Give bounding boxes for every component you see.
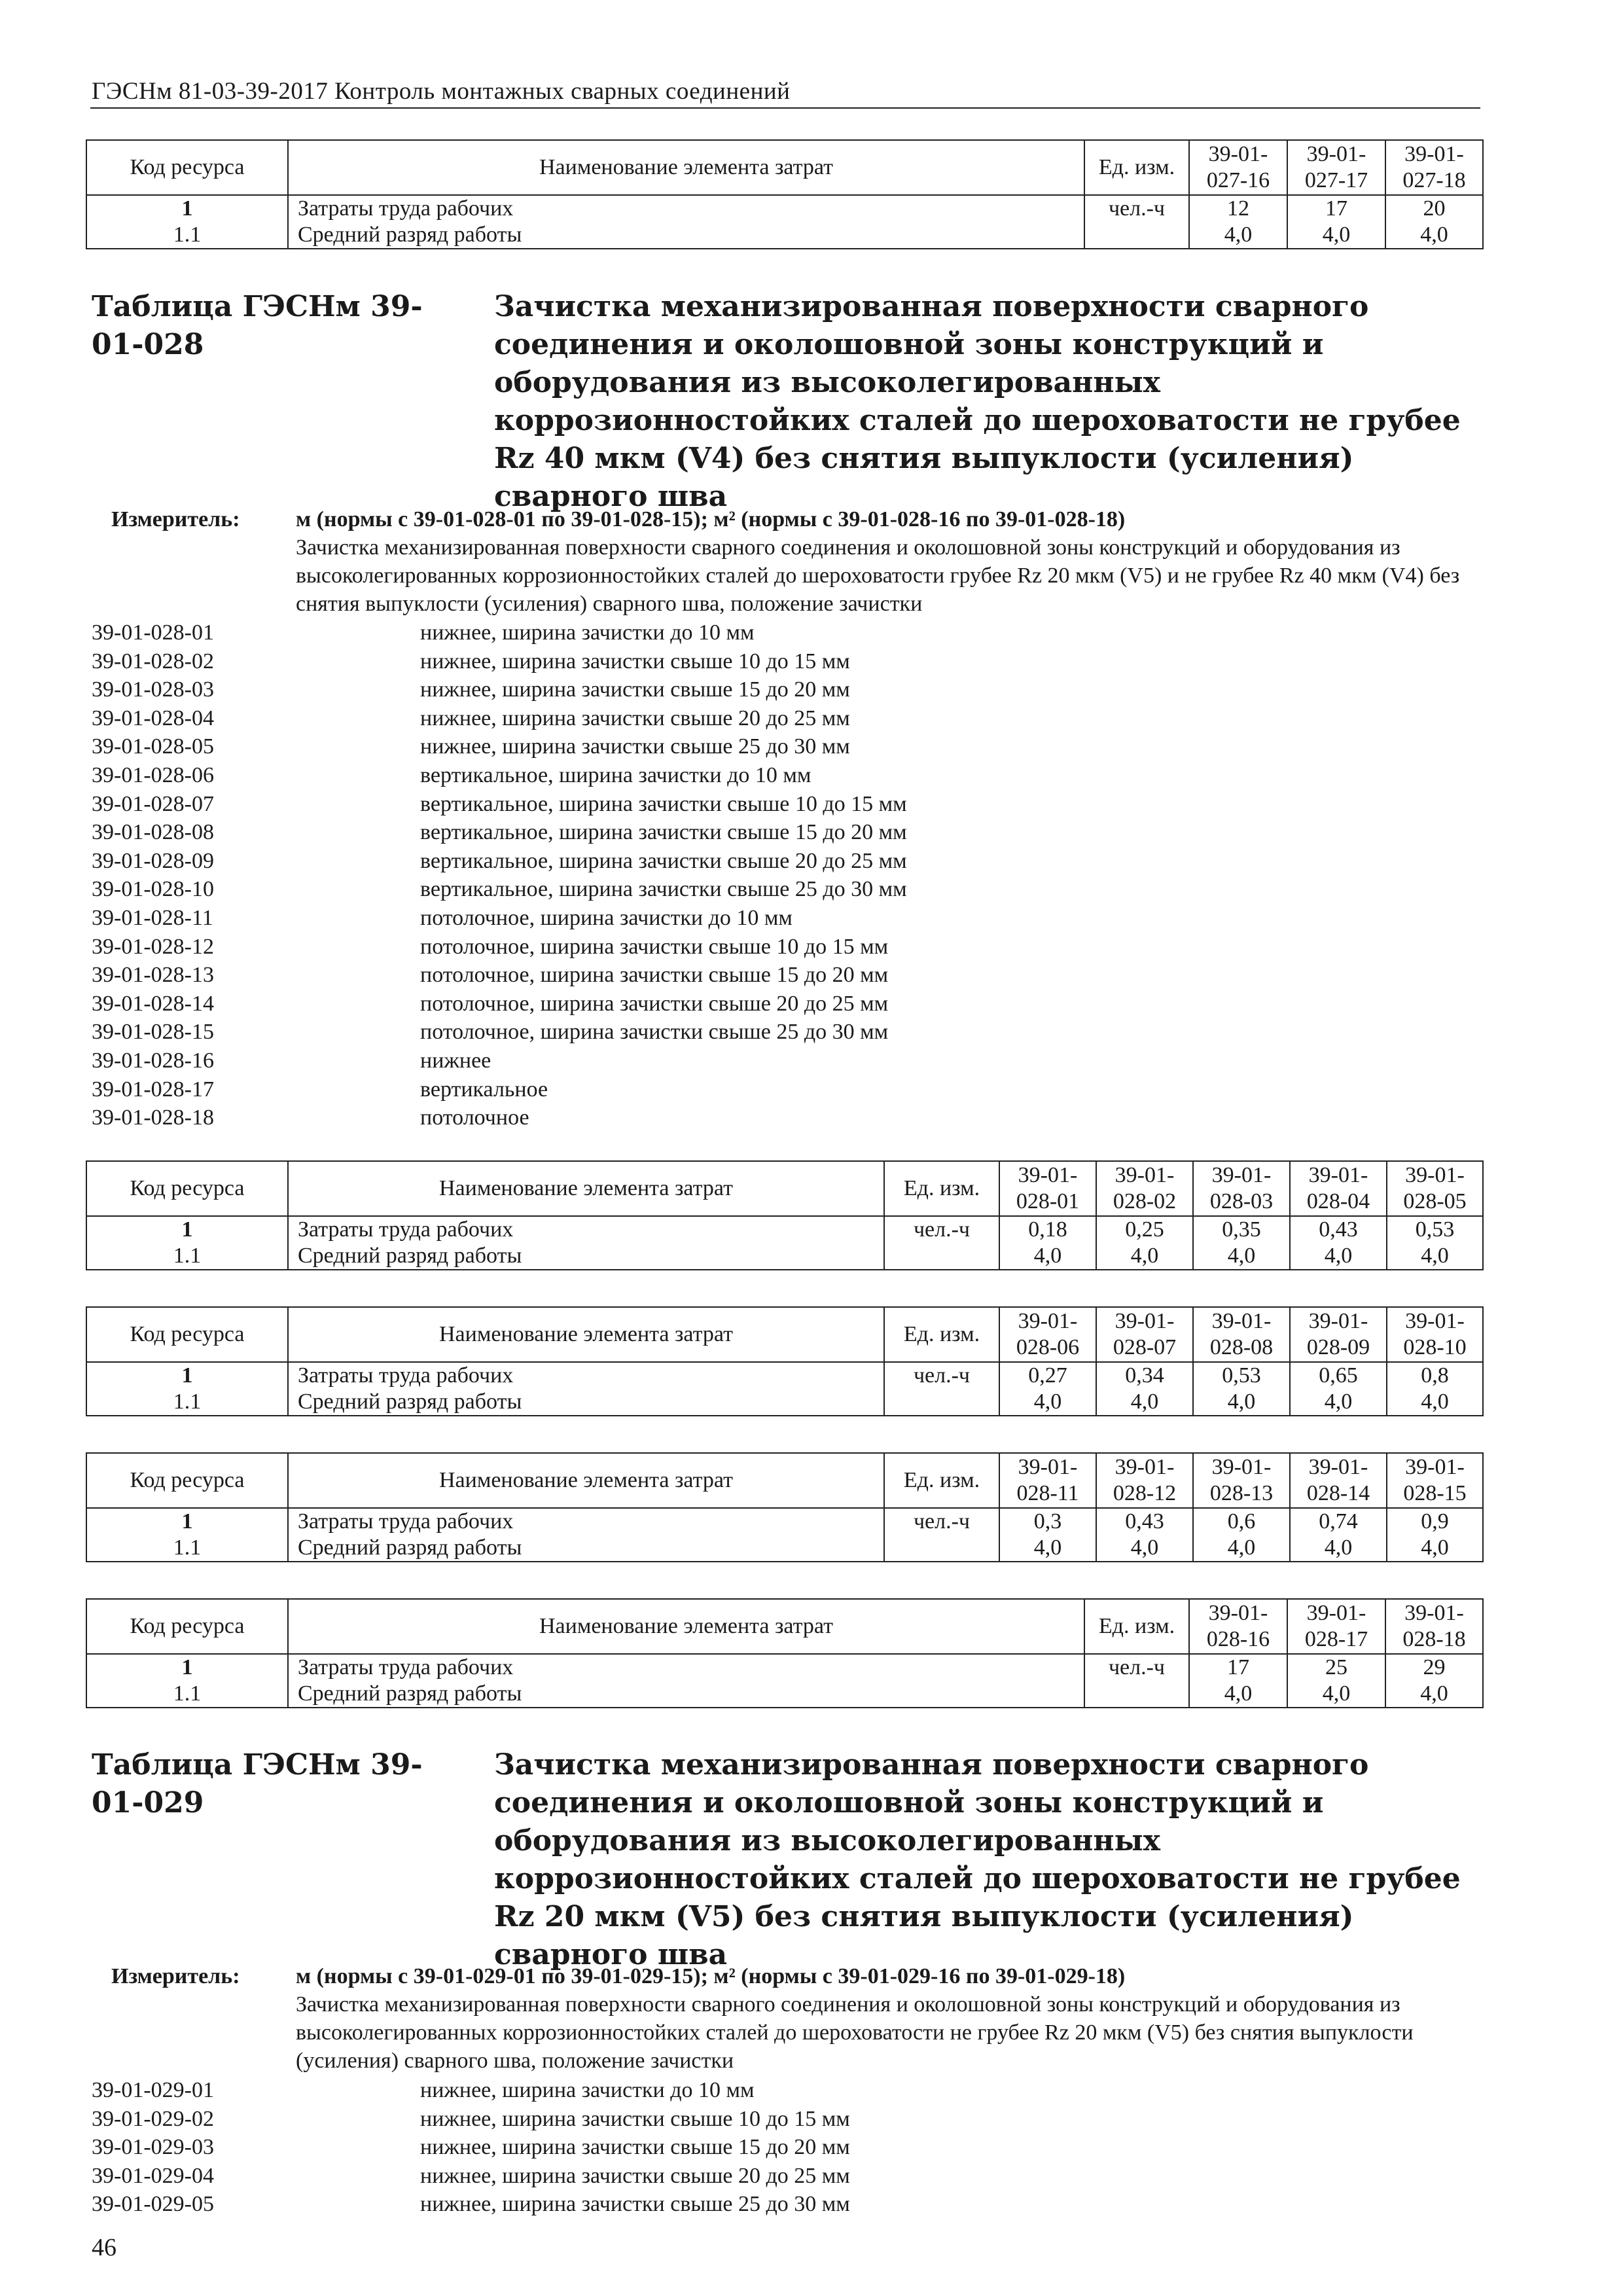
header-unit: Ед. изм.: [1084, 140, 1189, 195]
header-code: Код ресурса: [86, 1307, 288, 1362]
header-unit: Ед. изм.: [884, 1453, 999, 1508]
norm-desc: потолочное, ширина зачистки до 10 мм: [420, 905, 793, 930]
norm-code: 39-01-028-07: [92, 791, 214, 816]
resource-code: 1: [86, 1654, 288, 1681]
grade-value: 4,0: [1287, 1681, 1385, 1708]
meter-description: Зачистка механизированная поверхности сварного соединения и околошовной зоны конструкций и оборудования из высоколегированных коррозионностойких сталей до шероховатости не грубее Rz 20 мкм (V5) без снятия выпуклости (усиления) сварного шва, положение зачистки: [296, 1992, 1414, 2073]
header-code: Код ресурса: [86, 140, 288, 195]
norm-item: [92, 675, 1466, 704]
header-norm-code: 39-01- 028-15: [1387, 1453, 1483, 1508]
cost-element-name: Средний разряд работы: [288, 1243, 884, 1270]
norm-desc: нижнее, ширина зачистки свыше 25 до 30 мм: [420, 2192, 850, 2217]
norm-code: 39-01-028-13: [92, 963, 214, 988]
norm-code: 39-01-029-04: [92, 2163, 214, 2188]
labor-value: 0,74: [1290, 1508, 1387, 1535]
labor-value: 0,34: [1096, 1362, 1193, 1389]
norm-item: [92, 818, 1466, 847]
norm-desc: потолочное: [420, 1105, 529, 1130]
norm-desc: вертикальное: [420, 1077, 548, 1102]
header-norm-code: 39-01- 027-18: [1385, 140, 1483, 195]
header-norm-code: 39-01- 028-14: [1290, 1453, 1387, 1508]
grade-value: 4,0: [1096, 1389, 1193, 1416]
header-norm-code: 39-01- 028-18: [1385, 1599, 1483, 1654]
norm-desc: нижнее, ширина зачистки до 10 мм: [420, 620, 755, 645]
cost-element-name: Средний разряд работы: [288, 1681, 1084, 1708]
cost-element-name: Средний разряд работы: [288, 222, 1084, 249]
meter-block-028: [296, 505, 1493, 618]
labor-value: 17: [1189, 1654, 1287, 1681]
norm-item: [92, 847, 1466, 876]
norm-item: [92, 647, 1466, 676]
cost-element-name: Затраты труда рабочих: [288, 1362, 884, 1389]
meter-label-029: Измеритель:: [111, 1964, 240, 1988]
unit-cell: [1084, 222, 1189, 249]
header-norm-code: 39-01- 028-07: [1096, 1307, 1193, 1362]
grade-value: 4,0: [1387, 1535, 1483, 1562]
unit-cell: чел.-ч: [884, 1362, 999, 1389]
norm-item: [92, 904, 1466, 933]
norm-desc: вертикальное, ширина зачистки свыше 20 до 25 мм: [420, 848, 907, 873]
norm-item: [92, 2162, 1466, 2191]
grade-value: 4,0: [999, 1389, 1096, 1416]
grade-value: 4,0: [1189, 222, 1287, 249]
norm-desc: нижнее: [420, 1048, 491, 1073]
meter-block-029: [296, 1962, 1493, 2075]
header-norm-code: 39-01- 028-13: [1193, 1453, 1290, 1508]
grade-value: 4,0: [999, 1243, 1096, 1270]
cost-table-028-b: [86, 1306, 1484, 1416]
resource-code: 1: [86, 1216, 288, 1243]
norm-item: [92, 732, 1466, 761]
header-norm-code: 39-01- 028-03: [1193, 1161, 1290, 1216]
header-norm-code: 39-01- 028-16: [1189, 1599, 1287, 1654]
labor-value: 0,8: [1387, 1362, 1483, 1389]
norm-desc: потолочное, ширина зачистки свыше 15 до 20 мм: [420, 963, 889, 988]
norm-desc: вертикальное, ширина зачистки свыше 15 до 20 мм: [420, 820, 907, 845]
norm-item: [92, 619, 1466, 647]
norm-item: [92, 2076, 1466, 2105]
cost-table-028-c: [86, 1452, 1484, 1562]
grade-value: 4,0: [999, 1535, 1096, 1562]
norm-code: 39-01-028-06: [92, 762, 214, 787]
norm-code: 39-01-029-02: [92, 2106, 214, 2131]
labor-value: 0,3: [999, 1508, 1096, 1535]
norm-item: [92, 1018, 1466, 1047]
header-name: Наименование элемента затрат: [288, 1161, 884, 1216]
cost-table-027: [86, 139, 1484, 249]
norm-desc: потолочное, ширина зачистки свыше 20 до 25 мм: [420, 991, 889, 1016]
norm-desc: нижнее, ширина зачистки свыше 20 до 25 мм: [420, 2163, 850, 2188]
labor-value: 29: [1385, 1654, 1483, 1681]
grade-value: 4,0: [1290, 1389, 1387, 1416]
header-unit: Ед. изм.: [1084, 1599, 1189, 1654]
cost-element-name: Затраты труда рабочих: [288, 1508, 884, 1535]
header-norm-code: 39-01- 028-06: [999, 1307, 1096, 1362]
header-norm-code: 39-01- 028-12: [1096, 1453, 1193, 1508]
labor-value: 0,9: [1387, 1508, 1483, 1535]
table-label-028: Таблица ГЭСНм 39-01-028: [92, 290, 423, 361]
norm-code: 39-01-028-04: [92, 706, 214, 730]
norm-code: 39-01-029-05: [92, 2192, 214, 2217]
grade-value: 4,0: [1290, 1535, 1387, 1562]
norm-code: 39-01-028-08: [92, 820, 214, 845]
unit-cell: [884, 1389, 999, 1416]
grade-value: 4,0: [1096, 1535, 1193, 1562]
header-norm-code: 39-01- 027-16: [1189, 140, 1287, 195]
meter-units: м (нормы с 39-01-029-01 по 39-01-029-15); м² (нормы с 39-01-029-16 по 39-01-029-18): [296, 1964, 1126, 1988]
header-rule: [90, 107, 1480, 109]
resource-code: 1.1: [86, 1243, 288, 1270]
header-norm-code: 39-01- 028-11: [999, 1453, 1096, 1508]
norm-desc: вертикальное, ширина зачистки свыше 10 до 15 мм: [420, 791, 907, 816]
labor-value: 0,27: [999, 1362, 1096, 1389]
norm-code: 39-01-028-17: [92, 1077, 214, 1102]
norm-code: 39-01-028-18: [92, 1105, 214, 1130]
norm-list-028: [92, 619, 1466, 1132]
norm-item: [92, 2105, 1466, 2134]
unit-cell: чел.-ч: [884, 1216, 999, 1243]
table-label-029: Таблица ГЭСНм 39-01-029: [92, 1748, 423, 1820]
norm-desc: вертикальное, ширина зачистки до 10 мм: [420, 762, 812, 787]
norm-item: [92, 704, 1466, 733]
norm-item: [92, 2133, 1466, 2162]
header-name: Наименование элемента затрат: [288, 1599, 1084, 1654]
header-norm-code: 39-01- 028-04: [1290, 1161, 1387, 1216]
header-norm-code: 39-01- 028-01: [999, 1161, 1096, 1216]
header-norm-code: 39-01- 028-17: [1287, 1599, 1385, 1654]
grade-value: 4,0: [1193, 1535, 1290, 1562]
grade-value: 4,0: [1387, 1243, 1483, 1270]
running-header: ГЭСНм 81-03-39-2017 Контроль монтажных сварных соединений: [92, 78, 791, 105]
header-code: Код ресурса: [86, 1453, 288, 1508]
norm-code: 39-01-028-11: [92, 905, 213, 930]
norm-item: [92, 875, 1466, 904]
header-code: Код ресурса: [86, 1599, 288, 1654]
resource-code: 1: [86, 1508, 288, 1535]
unit-cell: [884, 1243, 999, 1270]
resource-code: 1.1: [86, 1681, 288, 1708]
cost-element-name: Затраты труда рабочих: [288, 1216, 884, 1243]
cost-table-028-a: [86, 1160, 1484, 1270]
norm-desc: нижнее, ширина зачистки свыше 15 до 20 мм: [420, 677, 850, 702]
norm-desc: нижнее, ширина зачистки до 10 мм: [420, 2078, 755, 2102]
labor-value: 0,6: [1193, 1508, 1290, 1535]
header-norm-code: 39-01- 028-02: [1096, 1161, 1193, 1216]
header-code: Код ресурса: [86, 1161, 288, 1216]
cost-element-name: Средний разряд работы: [288, 1535, 884, 1562]
labor-value: 20: [1385, 195, 1483, 222]
header-unit: Ед. изм.: [884, 1161, 999, 1216]
norm-list-029: [92, 2076, 1466, 2219]
labor-value: 0,25: [1096, 1216, 1193, 1243]
grade-value: 4,0: [1287, 222, 1385, 249]
norm-code: 39-01-028-09: [92, 848, 214, 873]
header-unit: Ед. изм.: [884, 1307, 999, 1362]
header-name: Наименование элемента затрат: [288, 1307, 884, 1362]
grade-value: 4,0: [1193, 1243, 1290, 1270]
table-title-029: Зачистка механизированная поверхности сварного соединения и околошовной зоны конструкций и оборудования из высоколегированных коррозионностойких сталей до шероховатости не грубее Rz 20 мкм (V5) без снятия выпуклости (усиления) сварного шва: [494, 1748, 1461, 1971]
norm-desc: нижнее, ширина зачистки свыше 15 до 20 мм: [420, 2135, 850, 2160]
labor-value: 0,53: [1387, 1216, 1483, 1243]
resource-code: 1: [86, 195, 288, 222]
header-norm-code: 39-01- 028-10: [1387, 1307, 1483, 1362]
unit-cell: чел.-ч: [884, 1508, 999, 1535]
norm-item: [92, 2190, 1466, 2219]
cost-element-name: Затраты труда рабочих: [288, 1654, 1084, 1681]
norm-code: 39-01-028-14: [92, 991, 214, 1016]
norm-item: [92, 933, 1466, 961]
labor-value: 25: [1287, 1654, 1385, 1681]
cost-table-028-d: [86, 1598, 1484, 1708]
labor-value: 0,53: [1193, 1362, 1290, 1389]
resource-code: 1.1: [86, 222, 288, 249]
labor-value: 0,35: [1193, 1216, 1290, 1243]
norm-desc: потолочное, ширина зачистки свыше 25 до 30 мм: [420, 1020, 889, 1045]
norm-code: 39-01-028-03: [92, 677, 214, 702]
norm-code: 39-01-028-05: [92, 734, 214, 759]
norm-code: 39-01-028-16: [92, 1048, 214, 1073]
norm-desc: потолочное, ширина зачистки свыше 10 до 15 мм: [420, 934, 889, 959]
norm-item: [92, 1047, 1466, 1075]
header-norm-code: 39-01- 028-09: [1290, 1307, 1387, 1362]
labor-value: 0,65: [1290, 1362, 1387, 1389]
norm-code: 39-01-028-12: [92, 934, 214, 959]
grade-value: 4,0: [1290, 1243, 1387, 1270]
cost-element-name: Затраты труда рабочих: [288, 195, 1084, 222]
norm-code: 39-01-028-02: [92, 649, 214, 673]
labor-value: 0,43: [1290, 1216, 1387, 1243]
norm-item: [92, 1075, 1466, 1104]
norm-code: 39-01-029-01: [92, 2078, 214, 2102]
unit-cell: чел.-ч: [1084, 1654, 1189, 1681]
grade-value: 4,0: [1385, 1681, 1483, 1708]
grade-value: 4,0: [1387, 1389, 1483, 1416]
cost-element-name: Средний разряд работы: [288, 1389, 884, 1416]
header-norm-code: 39-01- 027-17: [1287, 140, 1385, 195]
meter-description: Зачистка механизированная поверхности сварного соединения и околошовной зоны конструкций и оборудования из высоколегированных коррозионностойких сталей до шероховатости грубее Rz 20 мкм (V5) и не грубее Rz 40 мкм (V4) без снятия выпуклости (усиления) сварного шва, положение зачистки: [296, 535, 1460, 616]
norm-code: 39-01-028-15: [92, 1020, 214, 1045]
norm-desc: нижнее, ширина зачистки свыше 10 до 15 мм: [420, 649, 850, 673]
norm-item: [92, 961, 1466, 990]
norm-item: [92, 761, 1466, 790]
table-title-028: Зачистка механизированная поверхности сварного соединения и околошовной зоны конструкций и оборудования из высоколегированных коррозионностойких сталей до шероховатости не грубее Rz 40 мкм (V4) без снятия выпуклости (усиления) сварного шва: [494, 290, 1461, 513]
page-number: 46: [92, 2234, 116, 2261]
norm-item: [92, 1103, 1466, 1132]
resource-code: 1: [86, 1362, 288, 1389]
labor-value: 17: [1287, 195, 1385, 222]
meter-label-028: Измеритель:: [111, 507, 240, 531]
labor-value: 12: [1189, 195, 1287, 222]
header-norm-code: 39-01- 028-08: [1193, 1307, 1290, 1362]
norm-desc: вертикальное, ширина зачистки свыше 25 до 30 мм: [420, 877, 907, 902]
header-name: Наименование элемента затрат: [288, 140, 1084, 195]
norm-desc: нижнее, ширина зачистки свыше 20 до 25 мм: [420, 706, 850, 730]
header-norm-code: 39-01- 028-05: [1387, 1161, 1483, 1216]
labor-value: 0,18: [999, 1216, 1096, 1243]
resource-code: 1.1: [86, 1389, 288, 1416]
unit-cell: чел.-ч: [1084, 195, 1189, 222]
norm-item: [92, 790, 1466, 819]
grade-value: 4,0: [1385, 222, 1483, 249]
unit-cell: [884, 1535, 999, 1562]
norm-desc: нижнее, ширина зачистки свыше 25 до 30 мм: [420, 734, 850, 759]
norm-item: [92, 990, 1466, 1018]
norm-code: 39-01-028-01: [92, 620, 214, 645]
norm-code: 39-01-028-10: [92, 877, 214, 902]
header-name: Наименование элемента затрат: [288, 1453, 884, 1508]
grade-value: 4,0: [1193, 1389, 1290, 1416]
grade-value: 4,0: [1189, 1681, 1287, 1708]
grade-value: 4,0: [1096, 1243, 1193, 1270]
unit-cell: [1084, 1681, 1189, 1708]
norm-code: 39-01-029-03: [92, 2135, 214, 2160]
norm-desc: нижнее, ширина зачистки свыше 10 до 15 мм: [420, 2106, 850, 2131]
resource-code: 1.1: [86, 1535, 288, 1562]
labor-value: 0,43: [1096, 1508, 1193, 1535]
meter-units: м (нормы с 39-01-028-01 по 39-01-028-15); м² (нормы с 39-01-028-16 по 39-01-028-18): [296, 507, 1126, 531]
